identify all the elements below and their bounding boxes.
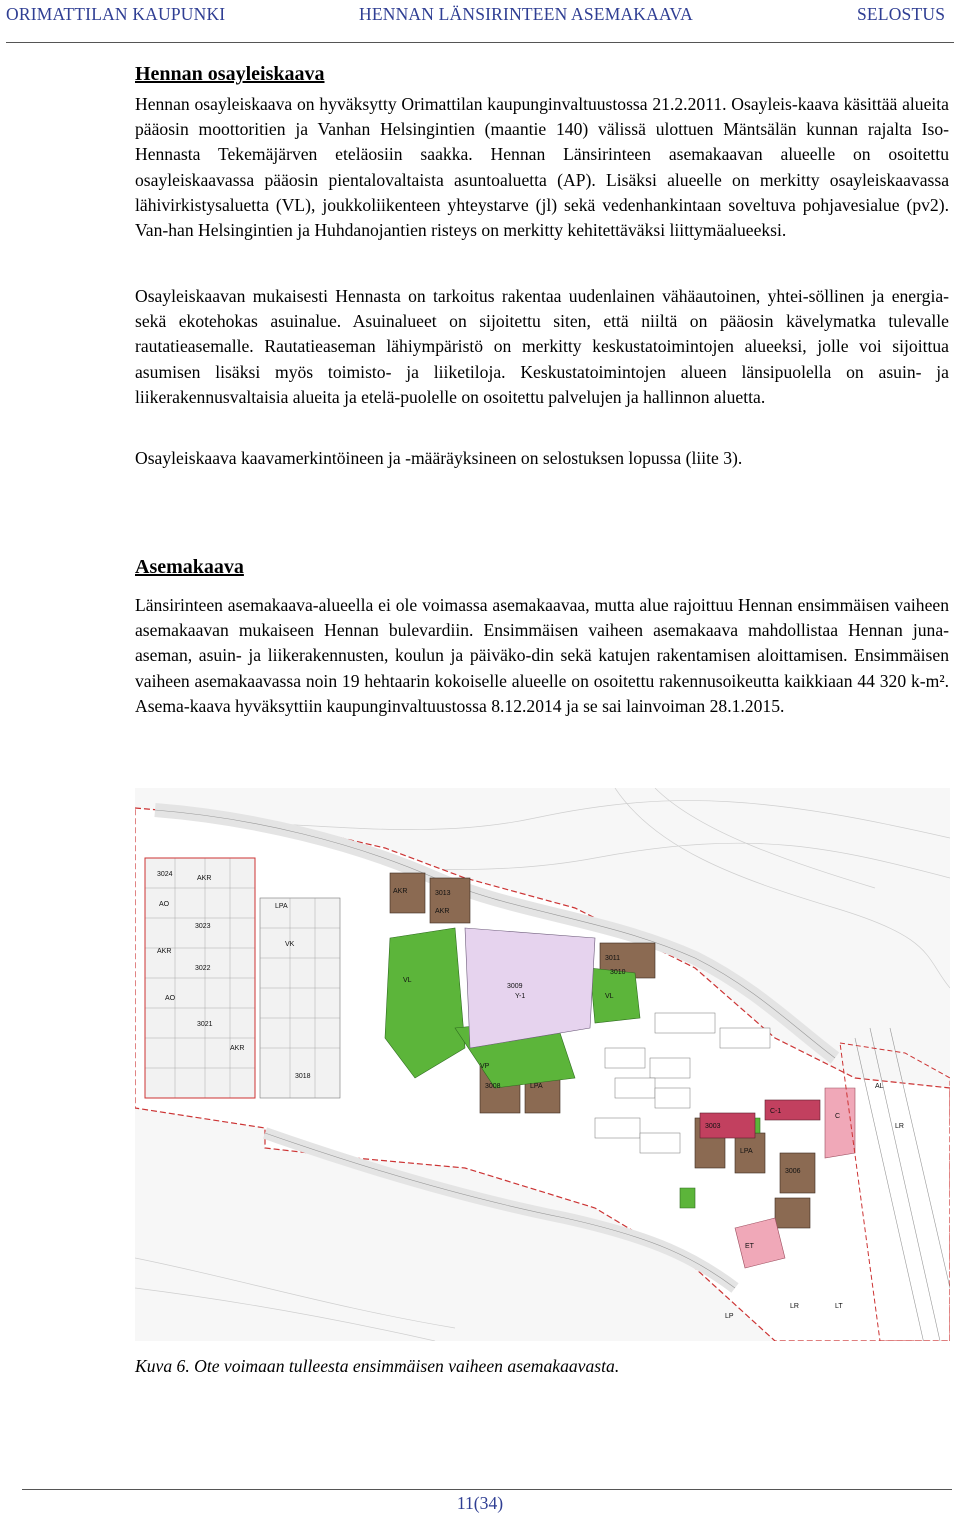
zoning-plan-map xyxy=(135,788,950,1341)
footer-rule xyxy=(22,1489,952,1490)
section-heading-asemakaava: Asemakaava xyxy=(135,556,244,578)
svg-text:LR: LR xyxy=(790,1303,799,1310)
svg-text:AKR: AKR xyxy=(157,948,172,955)
svg-text:3008: 3008 xyxy=(485,1083,501,1090)
svg-text:3010: 3010 xyxy=(610,969,626,976)
running-header xyxy=(0,4,960,28)
svg-text:VL: VL xyxy=(403,977,412,984)
svg-text:VL: VL xyxy=(605,993,614,1000)
svg-text:AKR: AKR xyxy=(393,888,408,895)
paragraph: Osayleiskaavan mukaisesti Hennasta on tarkoitus rakentaa uudenlainen vähäautoinen, yhtei-söllinen ja energia- sekä ekotehokas asuinalue. Asuinalueet on sijoitettu siten, että niiltä on pääosin kävelymatka tulevalle rautatieasemalle. Rautatieaseman lähiympäristö on merkitty keskustatoimintojen alueeksi, jolle voi sijoittua asumisen lisäksi myös toimisto- ja liiketiloja. Keskustatoimintojen alueen länsipuolella on asuin- ja liikerakennusvaltaisia alueita ja etelä-puolelle on osoitettu palvelujen ja hallinnon aluetta. xyxy=(135,286,949,407)
svg-text:LPA: LPA xyxy=(530,1083,543,1090)
svg-text:3022: 3022 xyxy=(195,965,211,972)
svg-text:AL: AL xyxy=(875,1083,884,1090)
svg-text:AKR: AKR xyxy=(435,908,450,915)
svg-text:C-1: C-1 xyxy=(770,1108,782,1115)
svg-text:LPA: LPA xyxy=(740,1148,753,1155)
header-rule xyxy=(6,42,954,43)
svg-text:AO: AO xyxy=(165,995,176,1002)
svg-text:VP: VP xyxy=(480,1063,490,1070)
paragraph: Hennan osayleiskaava on hyväksytty Orimattilan kaupunginvaltuustossa 21.2.2011. Osayleis-kaava käsittää alueita pääosin moottoritien ja Vanhan Helsingintien (maantie 140) välissä ulottuen Mäntsälän kunnan rajalta Iso-Hennasta Tekemäjärven eteläosiin saakka. Hennan Länsirinteen asemakaavan alueelle on osoitettu osayleiskaavassa pääosin pientalovaltaista asuntoaluetta (AP). Lisäksi alueelle on merkitty osayleiskaavassa lähivirkistysaluetta (VL), joukkoliikenteen yhteystarve (jl) sekä vedenhankintaan soveltuva pohjavesialue (pv2). Van-han Helsingintien ja Huhdanojantien risteys on merkitty kehitettäväksi liittymäalueeksi. xyxy=(135,94,949,241)
svg-text:3003: 3003 xyxy=(705,1123,721,1130)
svg-text:LR: LR xyxy=(895,1123,904,1130)
svg-text:LP: LP xyxy=(725,1313,734,1320)
svg-text:AKR: AKR xyxy=(230,1045,245,1052)
svg-text:C: C xyxy=(835,1113,841,1120)
header-plan-title: HENNAN LÄNSIRINTEEN ASEMAKAAVA xyxy=(359,4,693,24)
svg-text:3023: 3023 xyxy=(195,923,211,930)
section-heading-osayleiskaava: Hennan osayleiskaava xyxy=(135,63,325,85)
page-number: 11(34) xyxy=(456,1493,504,1513)
header-municipality: ORIMATTILAN KAUPUNKI xyxy=(6,4,226,24)
svg-text:3009: 3009 xyxy=(507,983,523,990)
svg-text:ET: ET xyxy=(745,1243,754,1250)
figure-caption: Kuva 6. Ote voimaan tulleesta ensimmäisen vaiheen asemakaavasta. xyxy=(135,1356,620,1376)
svg-text:LPA: LPA xyxy=(275,903,288,910)
svg-text:Y-1: Y-1 xyxy=(515,993,526,1000)
svg-text:LT: LT xyxy=(835,1303,843,1310)
svg-text:3006: 3006 xyxy=(785,1168,801,1175)
svg-text:3018: 3018 xyxy=(295,1073,311,1080)
header-document-type: SELOSTUS xyxy=(857,4,946,24)
svg-text:3013: 3013 xyxy=(435,890,451,897)
svg-text:VK: VK xyxy=(285,941,295,948)
svg-text:3024: 3024 xyxy=(157,871,173,878)
paragraph: Osayleiskaava kaavamerkintöineen ja -määräyksineen on selostuksen lopussa (liite 3). xyxy=(135,448,743,468)
paragraph: Länsirinteen asemakaava-alueella ei ole voimassa asemakaavaa, mutta alue rajoittuu Hennan ensimmäisen vaiheen asemakaavan mukaiseen Hennan bulevardiin. Ensimmäisen vaiheen asemakaava mahdollistaa Hennan juna-aseman, asuin- ja liikerakennusten, koulun ja päiväko-din sekä katujen rakentamisen aloittamisen. Ensimmäisen vaiheen asemakaavassa noin 19 hehtaarin kokoiselle alueelle on osoitettu rakennusoikeutta kaikkiaan 44 320 k-m². Asema-kaava hyväksyttiin kaupunginvaltuustossa 8.12.2014 ja se sai lainvoiman 28.1.2015. xyxy=(135,595,949,716)
svg-text:3011: 3011 xyxy=(605,955,621,962)
svg-text:AKR: AKR xyxy=(197,875,212,882)
svg-text:3021: 3021 xyxy=(197,1021,213,1028)
svg-text:AO: AO xyxy=(159,901,170,908)
